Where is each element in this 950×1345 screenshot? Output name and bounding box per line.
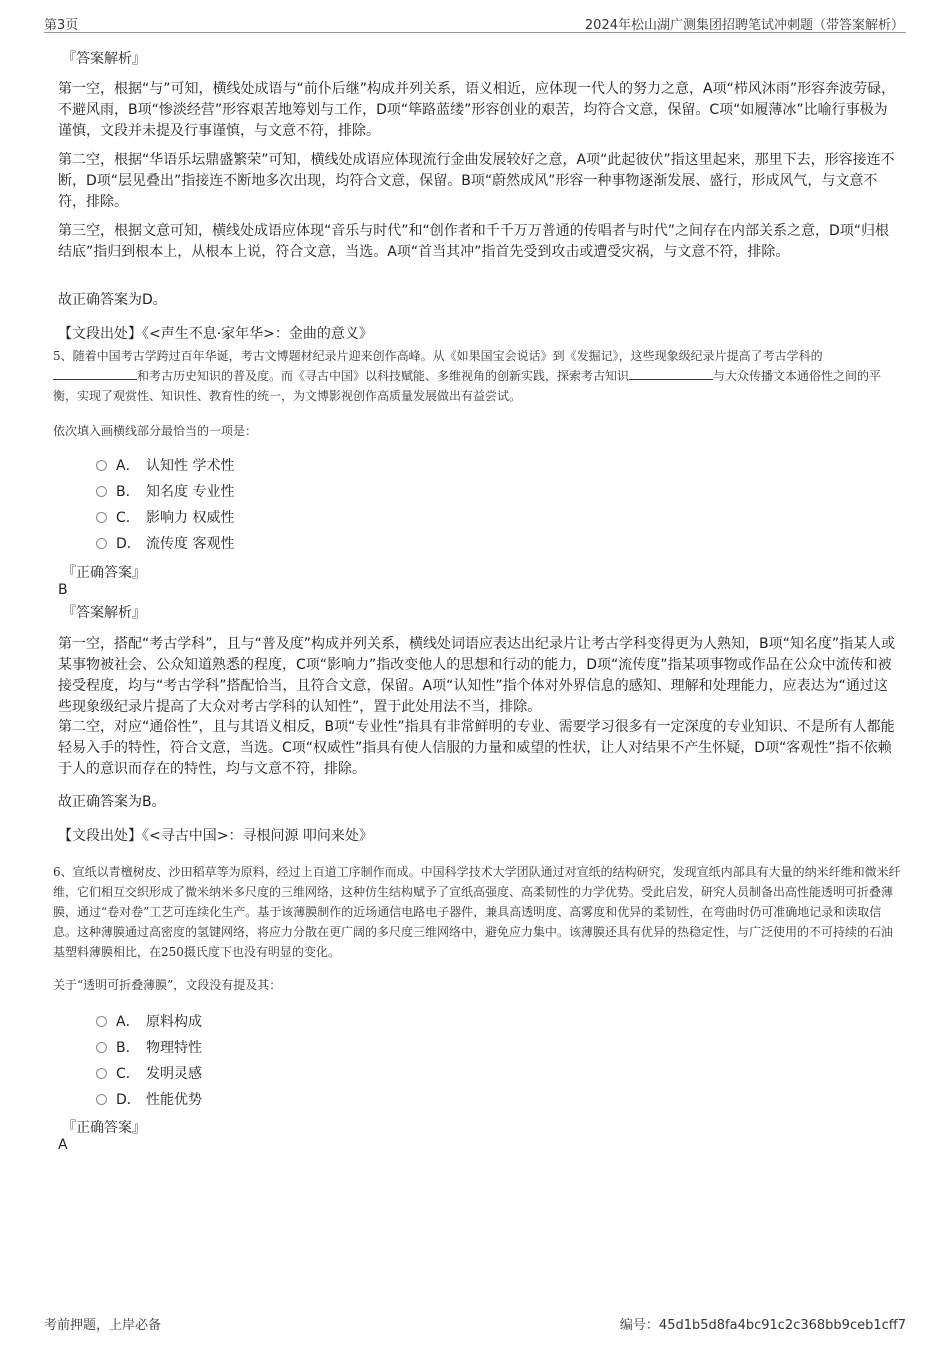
page-footer xyxy=(44,1312,906,1334)
q5-stem-part1: 5、随着中国考古学跨过百年华诞，考古文博题材纪录片迎来创作高峰。从《如果国宝会说话》到《发掘记》，这些现象级纪录片提高了考古学科的 xyxy=(53,349,823,363)
q5-option-a[interactable]: A． 认知性 学术性 xyxy=(96,455,234,477)
q5-stem xyxy=(53,346,901,406)
q6-prompt: 关于“透明可折叠薄膜”，文段没有提及其： xyxy=(53,978,282,992)
q5-stem-part3: 与大众传播文本通俗性之间的平衡，实现了观赏性、知识性、教育性的统一，为文博影视创作高质量发展做出有益尝试。 xyxy=(53,369,882,403)
q6-correct-answer: A xyxy=(58,1137,68,1153)
radio-icon[interactable] xyxy=(96,1068,107,1079)
q5-correct-label: 『正确答案』 xyxy=(62,565,146,581)
page-header xyxy=(44,12,906,33)
radio-icon[interactable] xyxy=(96,486,107,497)
q4-analysis-para3: 第三空，根据文意可知，横线处成语应体现“音乐与时代”和“创作者和千千万万普通的传唱者与时代”之间存在内部关系之意，D项“归根结底”指归到根本上，从根本上说，符合文意，当选。A项“首当其冲”指首先受到攻击或遭受灾祸，与文意不符，排除。 xyxy=(58,223,890,260)
document-title: 2024年松山湖广测集团招聘笔试冲刺题（带答案解析） xyxy=(584,18,904,33)
q6-option-b[interactable]: B． 物理特性 xyxy=(96,1037,202,1059)
q5-option-d[interactable]: D． 流传度 客观性 xyxy=(96,533,234,555)
radio-icon[interactable] xyxy=(96,512,107,523)
q5-conclusion: 故正确答案为B。 xyxy=(58,794,166,810)
page-number: 第3页 xyxy=(44,18,79,33)
q4-analysis-label: 『答案解析』 xyxy=(62,51,146,67)
fill-blank-1 xyxy=(53,367,137,380)
footer-slogan: 考前押题，上岸必备 xyxy=(44,1318,162,1333)
q6-option-d[interactable]: D． 性能优势 xyxy=(96,1089,202,1111)
q5-correct-answer: B xyxy=(58,582,68,598)
q6-option-c[interactable]: C． 发明灵感 xyxy=(96,1063,202,1085)
q5-option-b[interactable]: B． 知名度 专业性 xyxy=(96,481,234,503)
q5-stem-part2: 和考古历史知识的普及度。而《寻古中国》以科技赋能、多维视角的创新实践，探索考古知识 xyxy=(137,369,630,383)
radio-icon[interactable] xyxy=(96,460,107,471)
document-id: 编号：45d1b5d8fa4bc91c2c368bb9ceb1cff7 xyxy=(619,1318,906,1333)
q5-prompt: 依次填入画横线部分最恰当的一项是： xyxy=(53,424,258,438)
q6-correct-label: 『正确答案』 xyxy=(62,1120,146,1136)
q6-stem: 6、宣纸以青檀树皮、沙田稻草等为原料，经过上百道工序制作而成。中国科学技术大学团队通过对宣纸的结构研究，发现宣纸内部具有大量的纳米纤维和微米纤维，它们相互交织形成了微米纳米多尺度的三维网络，这种仿生结构赋予了宣纸高强度、高柔韧性的力学优势。受此启发，研究人员制备出高性能透明可折叠薄膜，通过“卷对卷”工艺可连续化生产。基于该薄膜制作的近场通信电路电子器件，兼具高透明度、高雾度和优异的柔韧性，在弯曲时仍可准确地记录和读取信息。这种薄膜通过高密度的氢键网络，将应力分散在更广阔的多尺度三维网络中，避免应力集中。该薄膜还具有优异的热稳定性，与广泛使用的不可持续的石油基塑料薄膜相比，在250摄氏度下也没有明显的变化。 xyxy=(53,865,901,959)
q5-source: 【文段出处】《<寻古中国>：寻根问源 叩问来处》 xyxy=(58,828,373,844)
radio-icon[interactable] xyxy=(96,1042,107,1053)
q5-analysis-para1: 第一空，搭配“考古学科”，且与“普及度”构成并列关系，横线处词语应表达出纪录片让考古学科变得更为人熟知，B项“知名度”指某人或某事物被社会、公众知道熟悉的程度，C项“影响力”指改变他人的思想和行动的能力，D项“流传度”指某项事物或作品在公众中流传和被接受程度，均与“考古学科”搭配恰当，且符合文意，保留。A项“认知性”指个体对外界信息的感知、理解和处理能力，应表达为“通过这些现象级纪录片提高了大众对考古学科的认知性”，置于此处用法不当，排除。 xyxy=(58,636,896,715)
q4-analysis-para2: 第二空，根据“华语乐坛鼎盛繁荣”可知，横线处成语应体现流行金曲发展较好之意，A项“此起彼伏”指这里起来，那里下去，形容接连不断，D项“层见叠出”指接连不断地多次出现，均符合文意，保留。B项“蔚然成风”形容一种事物逐渐发展、盛行，形成风气，与文意不符，排除。 xyxy=(58,152,895,210)
q6-option-a[interactable]: A． 原料构成 xyxy=(96,1011,202,1033)
q5-analysis-label: 『答案解析』 xyxy=(62,605,146,621)
radio-icon[interactable] xyxy=(96,1016,107,1027)
radio-icon[interactable] xyxy=(96,1094,107,1105)
fill-blank-2 xyxy=(629,367,713,380)
radio-icon[interactable] xyxy=(96,538,107,549)
q4-conclusion: 故正确答案为D。 xyxy=(58,292,167,308)
q5-option-c[interactable]: C． 影响力 权威性 xyxy=(96,507,234,529)
q4-source: 【文段出处】《<声生不息·家年华>：金曲的意义》 xyxy=(58,326,373,342)
q5-analysis-para2: 第二空，对应“通俗性”，且与其语义相反，B项“专业性”指具有非常鲜明的专业、需要学习很多有一定深度的专业知识、不是所有人都能轻易入手的特性，符合文意，当选。C项“权威性”指具有使人信服的力量和威望的性状，让人对结果不产生怀疑，D项“客观性”指不依赖于人的意识而存在的特性，均与文意不符，排除。 xyxy=(58,719,895,777)
q4-analysis-para1: 第一空，根据“与”可知，横线处成语与“前仆后继”构成并列关系，语义相近，应体现一代人的努力之意，A项“栉风沐雨”形容奔波劳碌，不避风雨，B项“惨淡经营”形容艰苦地筹划与工作，D项“筚路蓝缕”形容创业的艰苦，均符合文意，保留。C项“如履薄冰”比喻行事极为谨慎，文段并未提及行事谨慎，与文意不符，排除。 xyxy=(58,81,896,139)
